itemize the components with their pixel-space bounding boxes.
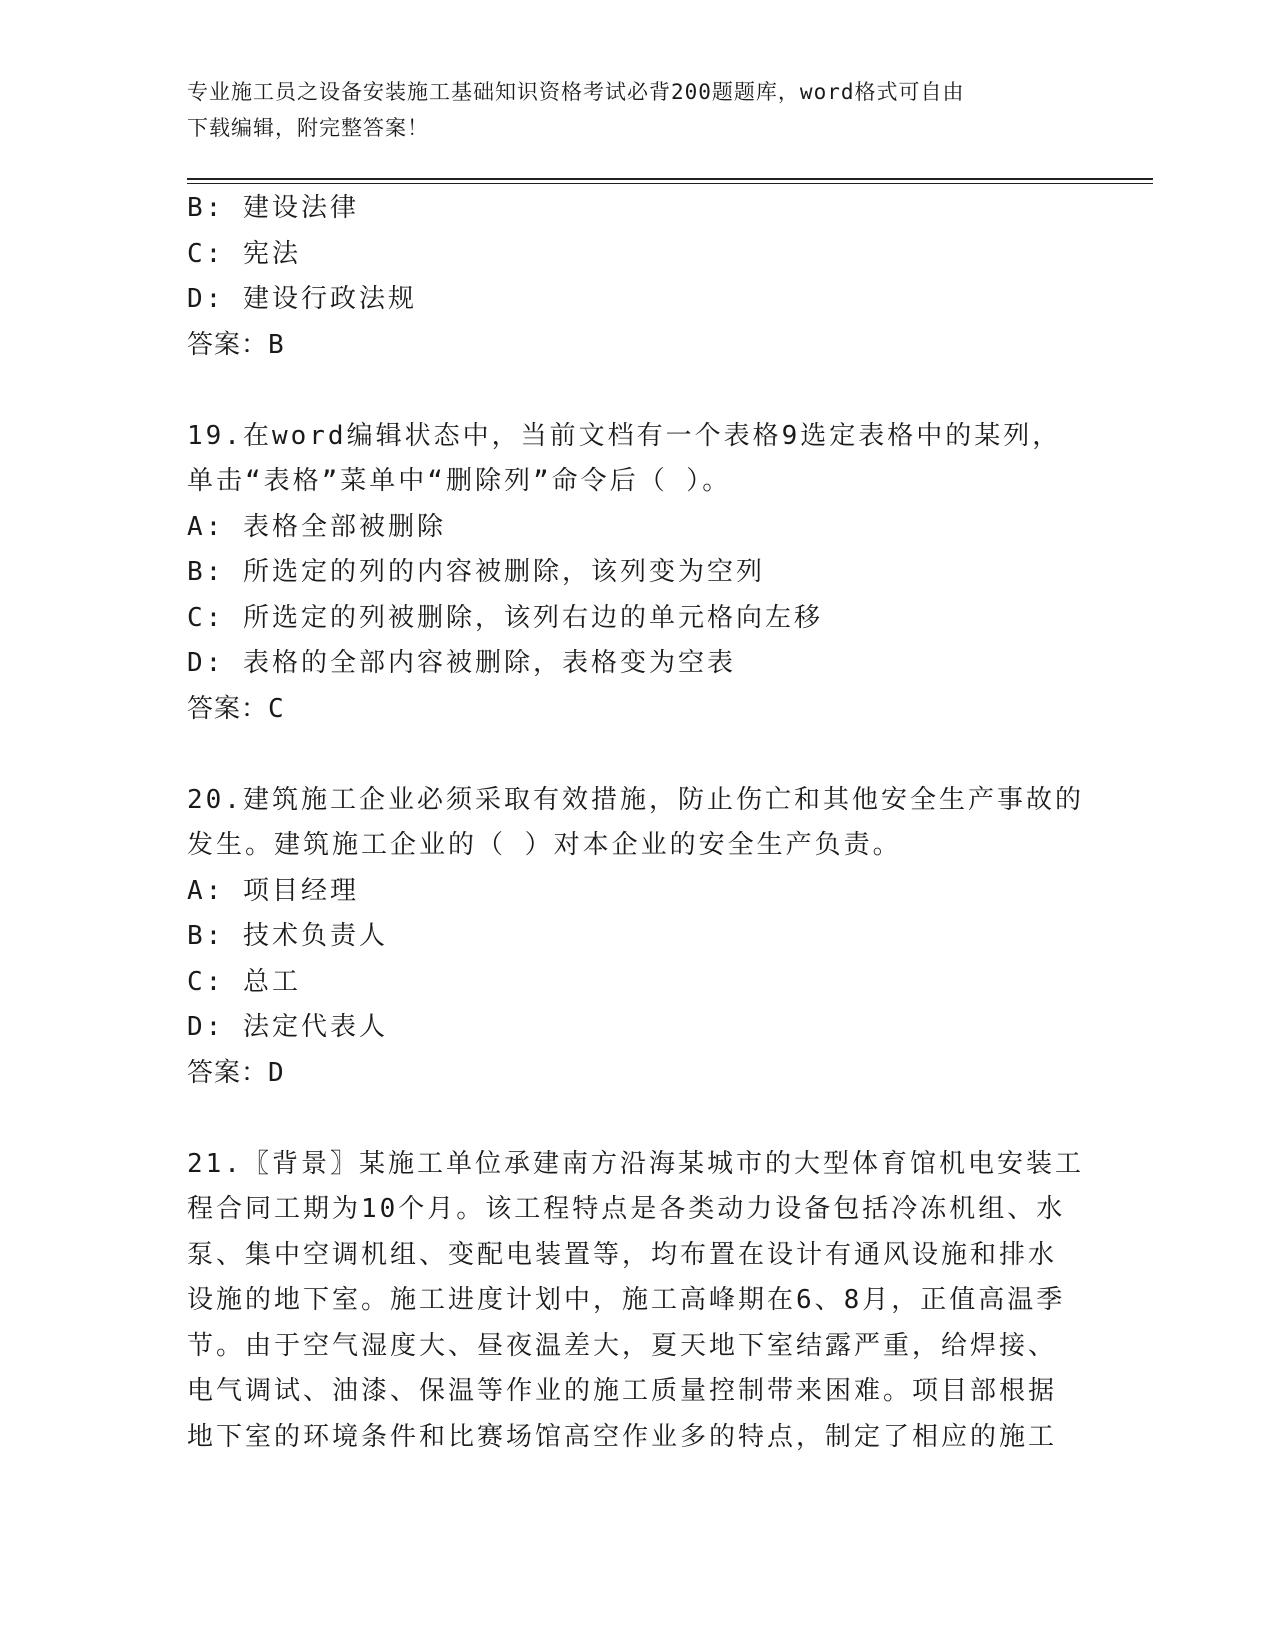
answer: 答案：D: [187, 1057, 285, 1088]
option-a: A: 表格全部被删除: [187, 511, 446, 542]
question-text-line-2: 发生。建筑施工企业的（ ）对本企业的安全生产负责。: [187, 830, 902, 860]
spacer: [187, 1096, 1087, 1142]
answer: 答案：C: [187, 693, 285, 724]
question-text-line: 程合同工期为10个月。该工程特点是各类动力设备包括冷冻机组、水: [187, 1194, 1066, 1224]
option-c: C: 所选定的列被删除，该列右边的单元格向左移: [187, 602, 823, 633]
option-b: B: 技术负责人: [187, 921, 388, 951]
document-body: [187, 186, 1087, 1460]
question-text-line: 21.〖背景〗某施工单位承建南方沿海某城市的大型体育馆机电安装工: [187, 1148, 1084, 1179]
question-text-line: 设施的地下室。施工进度计划中，施工高峰期在6、8月，正值高温季: [187, 1285, 1066, 1315]
answer: 答案：B: [187, 329, 285, 360]
question-19: [187, 414, 1087, 733]
question-21: [187, 1142, 1087, 1461]
question-text-line: 节。由于空气湿度大、昼夜温差大，夏天地下室结露严重，给焊接、: [187, 1330, 1058, 1361]
option-d: D: 法定代表人: [187, 1012, 388, 1042]
option-a: A: 项目经理: [187, 875, 359, 906]
option-d: D: 表格的全部内容被删除，表格变为空表: [187, 648, 736, 678]
header-rule-thick: [187, 178, 1153, 180]
question-20: [187, 778, 1087, 1097]
option-b: B: 建设法律: [187, 193, 359, 223]
question-text-line: 泵、集中空调机组、变配电装置等，均布置在设计有通风设施和排水: [187, 1239, 1058, 1270]
header-rule-thin: [187, 183, 1153, 184]
question-18-continued: [187, 186, 1087, 368]
question-text-line: 地下室的环境条件和比赛场馆高空作业多的特点，制定了相应的施工: [187, 1421, 1058, 1452]
question-text-line-1: 20.建筑施工企业必须采取有效措施，防止伤亡和其他安全生产事故的: [187, 784, 1084, 815]
spacer: [187, 732, 1087, 778]
header-line-2: 下载编辑，附完整答案！: [187, 116, 429, 140]
question-text-line: 电气调试、油漆、保温等作业的施工质量控制带来困难。项目部根据: [187, 1376, 1058, 1406]
option-b: B: 所选定的列的内容被删除，该列变为空列: [187, 557, 765, 587]
question-text-line-1: 19.在word编辑状态中，当前文档有一个表格9选定表格中的某列，: [187, 420, 1062, 451]
option-c: C: 总工: [187, 966, 301, 997]
header-line-1: 专业施工员之设备安装施工基础知识资格考试必背200题题库，word格式可自由: [187, 80, 965, 104]
page-header: [187, 74, 1067, 146]
spacer: [187, 368, 1087, 414]
option-d: D: 建设行政法规: [187, 284, 417, 314]
question-text-line-2: 单击“表格”菜单中“删除列”命令后（ ）。: [187, 466, 732, 496]
option-c: C: 宪法: [187, 238, 301, 269]
